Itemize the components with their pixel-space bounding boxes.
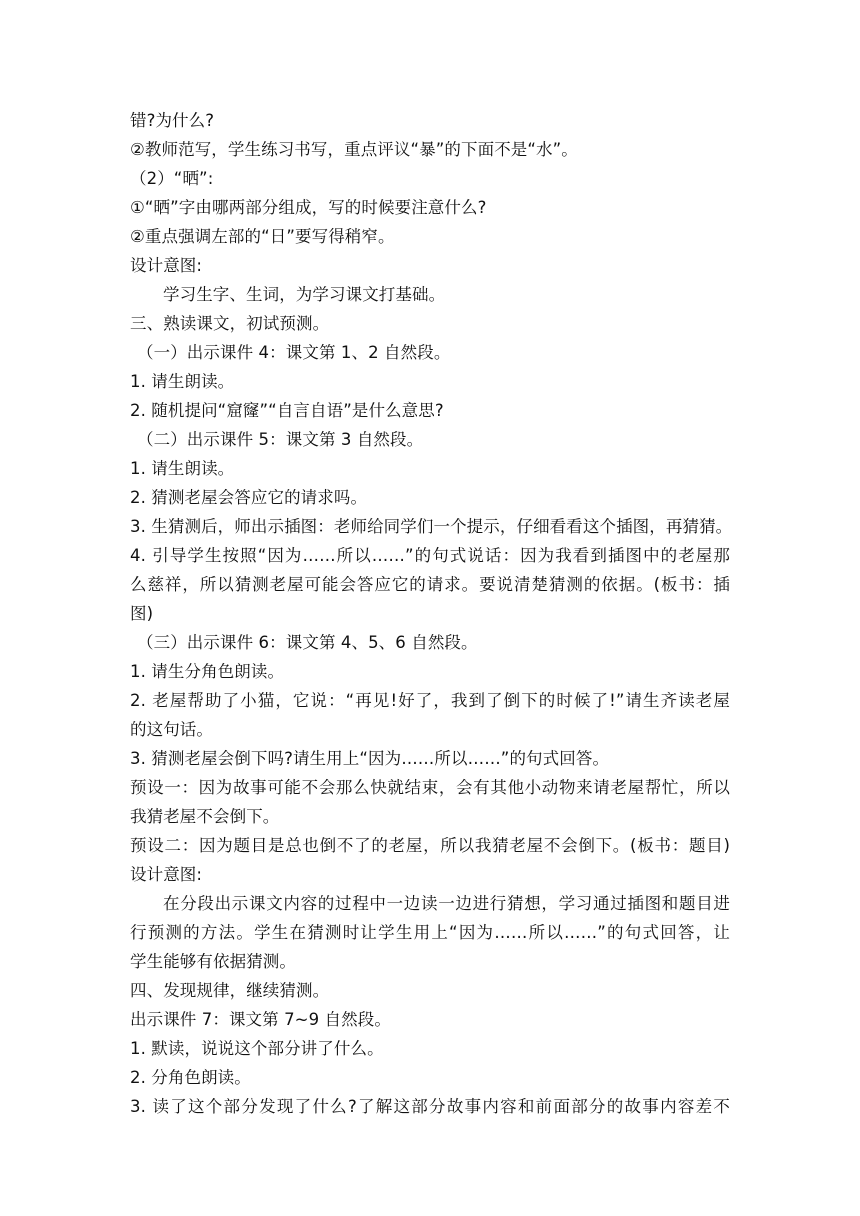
text-line: 1. 请生分角色朗读。 — [130, 662, 285, 681]
text-line: 设计意图: — [130, 256, 203, 275]
text-line: 错?为什么? — [130, 111, 215, 130]
text-line: 3. 猜测老屋会倒下吗?请生用上“因为……所以……”的句式回答。 — [130, 749, 610, 768]
text-line: 2. 分角色朗读。 — [130, 1068, 251, 1087]
text-line: ②教师范写，学生练习书写，重点评议“暴”的下面不是“水”。 — [130, 140, 578, 159]
text-line: 1. 请生朗读。 — [130, 459, 235, 478]
text-line: 4. 引导学生按照“因为……所以……”的句式说话：因为我看到插图中的老屋那 — [130, 546, 730, 565]
text-line: 2. 猜测老屋会答应它的请求吗。 — [130, 488, 368, 507]
text-line: 学生能够有依据猜测。 — [130, 952, 296, 971]
text-line: （三）出示课件 6：课文第 4、5、6 自然段。 — [137, 633, 478, 652]
text-line: 在分段出示课文内容的过程中一边读一边进行猜想，学习通过插图和题目进 — [163, 894, 730, 913]
text-line: （2）“晒”: — [130, 169, 214, 188]
text-line: 2. 老屋帮助了小猫，它说：“再见!好了，我到了倒下的时候了!”请生齐读老屋 — [130, 691, 730, 710]
text-line: 行预测的方法。学生在猜测时让学生用上“因为……所以……”的句式回答，让 — [130, 923, 730, 942]
text-line: ①“晒”字由哪两部分组成，写的时候要注意什么? — [130, 198, 487, 217]
text-line: 2. 随机提问“窟窿”“自言自语”是什么意思? — [130, 401, 444, 420]
text-line: 出示课件 7：课文第 7~9 自然段。 — [130, 1010, 391, 1029]
text-line: 1. 请生朗读。 — [130, 372, 235, 391]
text-line: （二）出示课件 5：课文第 3 自然段。 — [137, 430, 424, 449]
text-line: ②重点强调左部的“日”要写得稍窄。 — [130, 227, 395, 246]
text-line: 么慈祥，所以猜测老屋可能会答应它的请求。要说清楚猜测的依据。(板书：插 — [130, 575, 730, 594]
text-line: 的这句话。 — [130, 720, 213, 739]
text-line: 设计意图: — [130, 865, 203, 884]
text-line: 我猜老屋不会倒下。 — [130, 807, 280, 826]
text-line: 1. 默读，说说这个部分讲了什么。 — [130, 1039, 384, 1058]
text-line: 预设二：因为题目是总也倒不了的老屋，所以我猜老屋不会倒下。(板书：题目) — [130, 836, 730, 855]
text-line: 3. 生猜测后，师出示插图：老师给同学们一个提示，仔细看看这个插图，再猜猜。 — [130, 517, 733, 536]
text-line: （一）出示课件 4：课文第 1、2 自然段。 — [137, 343, 451, 362]
section-heading: 三、熟读课文，初试预测。 — [130, 314, 330, 333]
text-line: 学习生字、生词，为学习课文打基础。 — [163, 285, 446, 304]
text-line: 3. 读了这个部分发现了什么?了解这部分故事内容和前面部分的故事内容差不 — [130, 1097, 730, 1116]
section-heading: 四、发现规律，继续猜测。 — [130, 981, 330, 1000]
text-line: 图) — [130, 604, 154, 623]
text-line: 预设一：因为故事可能不会那么快就结束，会有其他小动物来请老屋帮忙，所以 — [130, 778, 730, 797]
